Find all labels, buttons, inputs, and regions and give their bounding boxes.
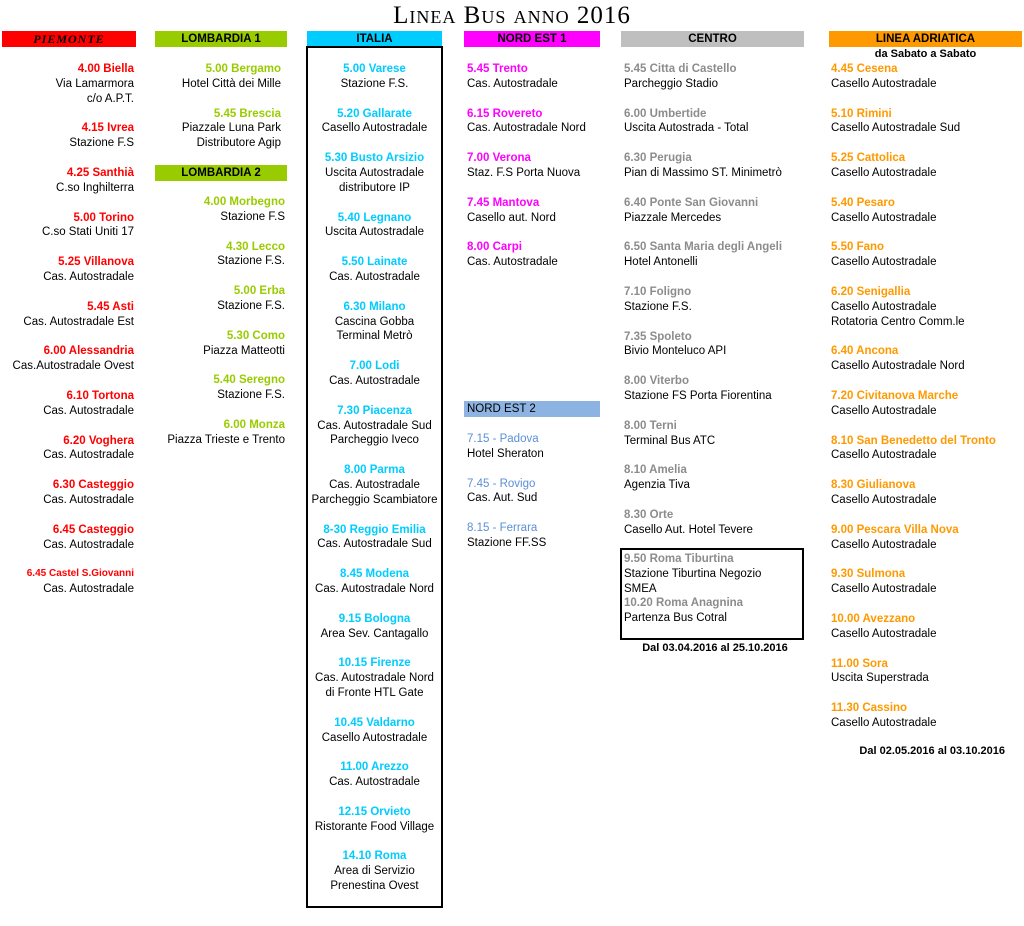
stop-location: Casello Autostradale <box>831 493 937 506</box>
stop-location: Piazza Matteotti <box>203 344 285 357</box>
stop-location: Casello Autostradale <box>831 538 937 551</box>
stop-time: 4.25 Santhià <box>66 166 134 179</box>
adriatica-stop <box>831 107 1023 137</box>
stop-time: 9.30 Sulmona <box>831 568 906 581</box>
stop-time: 5.45 Trento <box>467 63 528 75</box>
stop-time: 7.15 - Padova <box>467 433 539 445</box>
piemonte-stop <box>2 523 134 553</box>
stop-time: 5.40 Seregno <box>213 374 285 387</box>
lombardia-2-stop <box>150 373 285 403</box>
stop-location: Cas. Autostradale <box>329 776 420 789</box>
stop-location: Casello Autostradale <box>831 583 937 596</box>
stop-time: 8.00 Terni <box>624 419 677 432</box>
centro-stop <box>624 240 809 270</box>
stop-time: 7.45 - Rovigo <box>467 477 536 490</box>
stop-location: C.so Inghilterra <box>56 181 134 194</box>
stop-location: Stazione F.S. <box>217 389 285 402</box>
stop-time: 7.10 Foligno <box>624 285 692 298</box>
stop-location: Casello Autostradale <box>831 166 937 179</box>
stop-location: Casello Aut. Hotel Tevere <box>624 523 753 536</box>
stop-location: Casello Autostradale <box>321 122 428 135</box>
piemonte-stop <box>2 255 134 285</box>
adriatica-stop <box>831 478 1023 508</box>
stop-time: 5.30 Busto Arsizio <box>324 152 425 165</box>
italia-stop <box>306 404 443 448</box>
stop-time: 8.00 Viterbo <box>624 375 689 388</box>
adriatica-period: Dal 02.05.2016 al 03.10.2016 <box>859 745 1005 757</box>
stop-location: Hotel Antonelli <box>624 256 698 269</box>
stop-time: 8.30 Giulianova <box>831 479 916 492</box>
stop-location: Terminal Metrò <box>336 330 413 343</box>
italia-stop <box>306 612 443 642</box>
stop-location: Pian di Massimo ST. Minimetrò <box>624 166 782 179</box>
piemonte-stop <box>2 344 134 374</box>
stop-location: C.so Stati Uniti 17 <box>41 226 134 239</box>
nord-est-1-stop <box>467 107 607 137</box>
stop-location: Cas. Autostradale <box>43 404 134 417</box>
stop-time: 5.00 Varese <box>343 63 406 75</box>
italia-stop <box>306 62 443 92</box>
header-italia: ITALIA <box>307 31 442 47</box>
centro-stop <box>624 419 809 449</box>
stop-time: 10.45 Valdarno <box>334 716 415 729</box>
stop-time: 4.00 Biella <box>77 63 134 75</box>
stop-location: Cas. Autostradale <box>467 256 558 269</box>
centro-stop <box>624 330 809 360</box>
stop-location: Casello Autostradale Nord <box>831 360 965 373</box>
centro-stop <box>624 151 809 181</box>
stop-location: Hotel Sheraton <box>467 447 544 460</box>
stop-location: Casello aut. Nord <box>467 211 556 224</box>
header-nord-est-1: NORD EST 1 <box>464 31 600 47</box>
stop-time: 5.25 Cattolica <box>831 152 906 165</box>
roma-stop-location: Stazione Tiburtina Negozio <box>624 567 762 580</box>
centro-stop <box>624 62 809 92</box>
italia-stop <box>306 255 443 285</box>
stop-location: Cas. Autostradale <box>43 270 134 283</box>
stop-location: Piazza Trieste e Trento <box>167 433 285 446</box>
stop-time: 6.00 Alessandria <box>43 345 134 358</box>
piemonte-stop <box>2 211 134 241</box>
stop-location: Cas. Autostradale Nord <box>467 122 586 135</box>
stop-location: Cas. Autostradale <box>43 538 134 551</box>
stop-location: Bivio Monteluco API <box>624 345 727 358</box>
italia-stop <box>306 849 443 893</box>
piemonte-stop <box>2 478 134 508</box>
stop-time: 8.10 Amelia <box>624 464 687 477</box>
stop-location: Area Sev. Cantagallo <box>320 627 429 640</box>
stop-location: Uscita Autostrada - Total <box>624 122 749 135</box>
stop-time: 5.25 Villanova <box>58 256 134 269</box>
stop-location: di Fronte HTL Gate <box>325 686 424 699</box>
stop-time: 4.30 Lecco <box>226 240 285 253</box>
lombardia-1-column <box>150 62 281 166</box>
page-title: Linea Bus anno 2016 <box>393 2 631 29</box>
stop-time: 8.30 Orte <box>624 508 674 521</box>
stop-time: 5.00 Erba <box>233 285 285 298</box>
stop-time: 5.40 Legnano <box>337 211 412 224</box>
stop-location: Stazione F.S <box>69 137 134 150</box>
adriatica-column <box>831 62 1023 746</box>
piemonte-stop <box>2 166 134 196</box>
stop-location: Prenestina Ovest <box>330 880 419 893</box>
adriatica-stop <box>831 701 1023 731</box>
stop-time: 6.40 Ponte San Giovanni <box>624 196 759 209</box>
nord-est-1-stop <box>467 196 607 226</box>
stop-time: 8.10 San Benedetto del Tronto <box>831 434 996 447</box>
stop-location: Casello Autostradale <box>831 256 937 269</box>
adriatica-stop <box>831 389 1023 419</box>
nord-est-1-stop <box>467 240 607 270</box>
stop-time: 7.45 Mantova <box>467 196 540 209</box>
stop-time: 6.20 Senigallia <box>831 285 911 298</box>
header-nord-est-2: NORD EST 2 <box>464 401 600 417</box>
stop-location: Rotatoria Centro Comm.le <box>831 315 965 328</box>
nord-est-2-stop <box>467 477 607 507</box>
stop-location: Stazione FF.SS <box>467 536 547 549</box>
roma-stop-location: SMEA <box>624 582 657 595</box>
stop-location: Cas. Aut. Sud <box>467 492 538 505</box>
italia-stop <box>306 300 443 344</box>
adriatica-stop <box>831 657 1023 687</box>
header-centro: CENTRO <box>621 31 804 47</box>
centro-period: Dal 03.04.2016 al 25.10.2016 <box>642 642 788 654</box>
piemonte-stop <box>2 62 134 106</box>
stop-location: Cas. Autostradale Sud <box>317 538 432 551</box>
centro-stop <box>624 285 809 315</box>
stop-location: Cas. Autostradale <box>43 583 134 596</box>
stop-time: 12.15 Orvieto <box>338 805 411 818</box>
adriatica-subtitle: da Sabato a Sabato <box>874 48 977 60</box>
stop-time: 8.00 Parma <box>344 464 405 477</box>
stop-time: 7.35 Spoleto <box>624 330 692 343</box>
italia-stop <box>306 716 443 746</box>
stop-time: 6.00 Monza <box>223 418 285 431</box>
italia-stop <box>306 805 443 835</box>
stop-location: Stazione F.S. <box>217 299 285 312</box>
header-piemonte: PIEMONTE <box>2 31 136 47</box>
stop-location: Uscita Autostradale <box>324 166 425 179</box>
stop-location: c/o A.P.T. <box>86 92 134 105</box>
stop-time: 8.15 - Ferrara <box>467 522 538 535</box>
italia-stop <box>306 656 443 700</box>
italia-stop <box>306 523 443 553</box>
stop-location: Cas. Autostradale Nord <box>315 672 434 685</box>
adriatica-stop <box>831 344 1023 374</box>
stop-time: 10.00 Avezzano <box>831 612 916 625</box>
roma-stop-time: 9.50 Roma Tiburtina <box>624 553 734 565</box>
centro-stop <box>624 508 809 538</box>
lombardia-2-stop <box>150 284 285 314</box>
stop-location: Cas.Autostradale Ovest <box>12 360 134 373</box>
stop-time: 6.10 Tortona <box>66 389 134 402</box>
roma-stop-location: Partenza Bus Cotral <box>624 612 727 625</box>
stop-time: 5.00 Torino <box>73 211 134 224</box>
stop-location: Casello Autostradale <box>831 77 937 90</box>
stop-location: Casello Autostradale <box>321 731 428 744</box>
header-lombardia-1: LOMBARDIA 1 <box>155 31 287 47</box>
stop-time: 6.40 Ancona <box>831 345 899 358</box>
stop-time: 6.45 Castel S.Giovanni <box>26 568 134 580</box>
stop-time: 6.20 Voghera <box>63 434 134 447</box>
centro-stop <box>624 196 809 226</box>
nord-est-1-column <box>467 62 607 285</box>
italia-stop <box>306 151 443 195</box>
stop-time: 7.00 Lodi <box>349 360 400 373</box>
roma-box <box>620 548 804 640</box>
adriatica-stop <box>831 196 1023 226</box>
roma-stop-time: 10.20 Roma Anagnina <box>624 597 744 610</box>
stop-location: Piazzale Luna Park <box>181 122 281 135</box>
piemonte-stop <box>2 434 134 464</box>
nord-est-1-stop <box>467 62 607 92</box>
stop-location: Stazione F.S. <box>340 77 409 90</box>
adriatica-stop <box>831 612 1023 642</box>
stop-time: 6.00 Umbertide <box>624 107 707 120</box>
stop-time: 9.15 Bologna <box>338 612 411 625</box>
stop-time: 11.30 Cassino <box>831 702 908 715</box>
stop-time: 5.45 Brescia <box>213 107 281 120</box>
stop-time: 5.45 Citta di Castello <box>624 63 737 75</box>
adriatica-stop <box>831 62 1023 92</box>
stop-location: Stazione FS Porta Fiorentina <box>624 389 772 402</box>
italia-stop <box>306 359 443 389</box>
stop-location: Stazione F.S <box>220 210 285 223</box>
lombardia-2-stop <box>150 329 285 359</box>
stop-location: Agenzia Tiva <box>624 479 690 492</box>
stop-location: Cas. Autostradale <box>329 270 420 283</box>
stop-time: 11.00 Sora <box>831 657 888 670</box>
stop-time: 5.50 Fano <box>831 241 885 254</box>
stop-time: 7.30 Piacenza <box>337 404 412 417</box>
stop-location: Staz. F.S Porta Nuova <box>467 166 581 179</box>
stop-location: Parcheggio Scambiatore <box>311 493 438 506</box>
stop-location: Terminal Bus ATC <box>624 434 716 447</box>
stop-location: Cas. Autostradale <box>43 449 134 462</box>
stop-time: 8.00 Carpi <box>467 241 522 254</box>
stop-location: Parcheggio Iveco <box>330 434 419 447</box>
stop-time: 9.00 Pescara Villa Nova <box>831 523 959 536</box>
stop-location: Area di Servizio <box>334 865 415 878</box>
piemonte-stop <box>2 389 134 419</box>
adriatica-stop <box>831 567 1023 597</box>
adriatica-stop <box>831 240 1023 270</box>
italia-column <box>306 62 443 909</box>
piemonte-stop <box>2 300 134 330</box>
stop-time: 5.40 Pesaro <box>831 196 895 209</box>
stop-location: Uscita Autostradale <box>324 226 425 239</box>
stop-time: 5.20 Gallarate <box>337 107 412 120</box>
centro-column <box>624 62 809 553</box>
italia-stop <box>306 760 443 790</box>
centro-stop <box>624 374 809 404</box>
adriatica-stop <box>831 434 1023 464</box>
stop-location: Piazzale Mercedes <box>624 211 722 224</box>
nord-est-2-column <box>467 432 607 566</box>
header-lombardia-2: LOMBARDIA 2 <box>155 165 287 181</box>
stop-location: Casello Autostradale <box>831 300 937 313</box>
lombardia-1-stop <box>150 107 281 151</box>
lombardia-2-stop <box>150 240 285 270</box>
centro-stop <box>624 463 809 493</box>
stop-time: 7.00 Verona <box>467 152 531 165</box>
adriatica-stop <box>831 285 1023 329</box>
stop-time: 5.45 Asti <box>87 300 134 313</box>
stop-time: 8.45 Modena <box>339 568 410 581</box>
piemonte-column <box>2 62 134 612</box>
nord-est-1-stop <box>467 151 607 181</box>
header-adriatica: LINEA ADRIATICA <box>829 31 1022 47</box>
stop-time: 8-30 Reggio Emilia <box>323 523 426 536</box>
stop-time: 5.00 Bergamo <box>205 63 281 75</box>
stop-location: Cas. Autostradale <box>467 77 558 90</box>
stop-time: 7.20 Civitanova Marche <box>831 389 959 402</box>
nord-est-2-stop <box>467 432 607 462</box>
stop-location: Cas. Autostradale <box>43 493 134 506</box>
stop-time: 4.15 Ivrea <box>81 122 134 135</box>
centro-stop <box>624 107 809 137</box>
stop-time: 11.00 Arezzo <box>340 761 409 774</box>
lombardia-2-column <box>150 195 285 463</box>
stop-location: Casello Autostradale Sud <box>831 122 961 135</box>
stop-time: 14.10 Roma <box>342 850 407 863</box>
stop-location: Hotel Città dei Mille <box>181 77 281 90</box>
stop-time: 6.30 Perugia <box>624 152 692 165</box>
piemonte-stop <box>2 567 134 597</box>
stop-time: 6.30 Milano <box>343 300 406 313</box>
stop-location: distributore IP <box>339 181 410 194</box>
stop-time: 6.50 Santa Maria degli Angeli <box>624 241 783 254</box>
stop-time: 4.00 Morbegno <box>203 196 285 208</box>
stop-time: 6.30 Casteggio <box>52 479 134 492</box>
stop-time: 10.15 Firenze <box>338 657 411 670</box>
stop-location: Casello Autostradale <box>831 449 937 462</box>
italia-stop <box>306 211 443 241</box>
lombardia-1-stop <box>150 62 281 92</box>
adriatica-stop <box>831 151 1023 181</box>
italia-stop <box>306 567 443 597</box>
stop-location: Via Lamarmora <box>55 77 134 90</box>
lombardia-2-stop <box>150 418 285 448</box>
nord-est-2-stop <box>467 521 607 551</box>
stop-location: Cas. Autostradale Sud <box>317 419 432 432</box>
stop-location: Parcheggio Stadio <box>624 77 718 90</box>
stop-location: Cas. Autostradale <box>329 478 420 491</box>
stop-location: Stazione F.S. <box>624 300 692 313</box>
stop-location: Uscita Superstrada <box>831 672 929 685</box>
italia-stop <box>306 107 443 137</box>
lombardia-2-stop <box>150 195 285 225</box>
stop-time: 5.50 Lainate <box>341 256 408 269</box>
piemonte-stop <box>2 121 134 151</box>
stop-location: Ristorante Food Village <box>314 820 435 833</box>
stop-location: Casello Autostradale <box>831 627 937 640</box>
stop-location: Cas. Autostradale <box>329 374 420 387</box>
stop-time: 5.10 Rimini <box>831 107 892 120</box>
stop-location: Casello Autostradale <box>831 404 937 417</box>
stop-time: 5.30 Como <box>226 329 285 342</box>
stop-location: Stazione F.S. <box>217 255 285 268</box>
stop-location: Casello Autostradale <box>831 716 937 729</box>
stop-location: Distributore Agip <box>196 137 281 150</box>
adriatica-stop <box>831 523 1023 553</box>
stop-location: Cascina Gobba <box>334 315 415 328</box>
stop-time: 6.15 Rovereto <box>467 107 543 120</box>
italia-stop <box>306 463 443 507</box>
stop-time: 4.45 Cesena <box>831 63 898 75</box>
stop-time: 6.45 Casteggio <box>52 523 134 536</box>
stop-location: Cas. Autostradale Nord <box>315 582 434 595</box>
stop-location: Cas. Autostradale Est <box>23 315 134 328</box>
stop-location: Casello Autostradale <box>831 211 937 224</box>
